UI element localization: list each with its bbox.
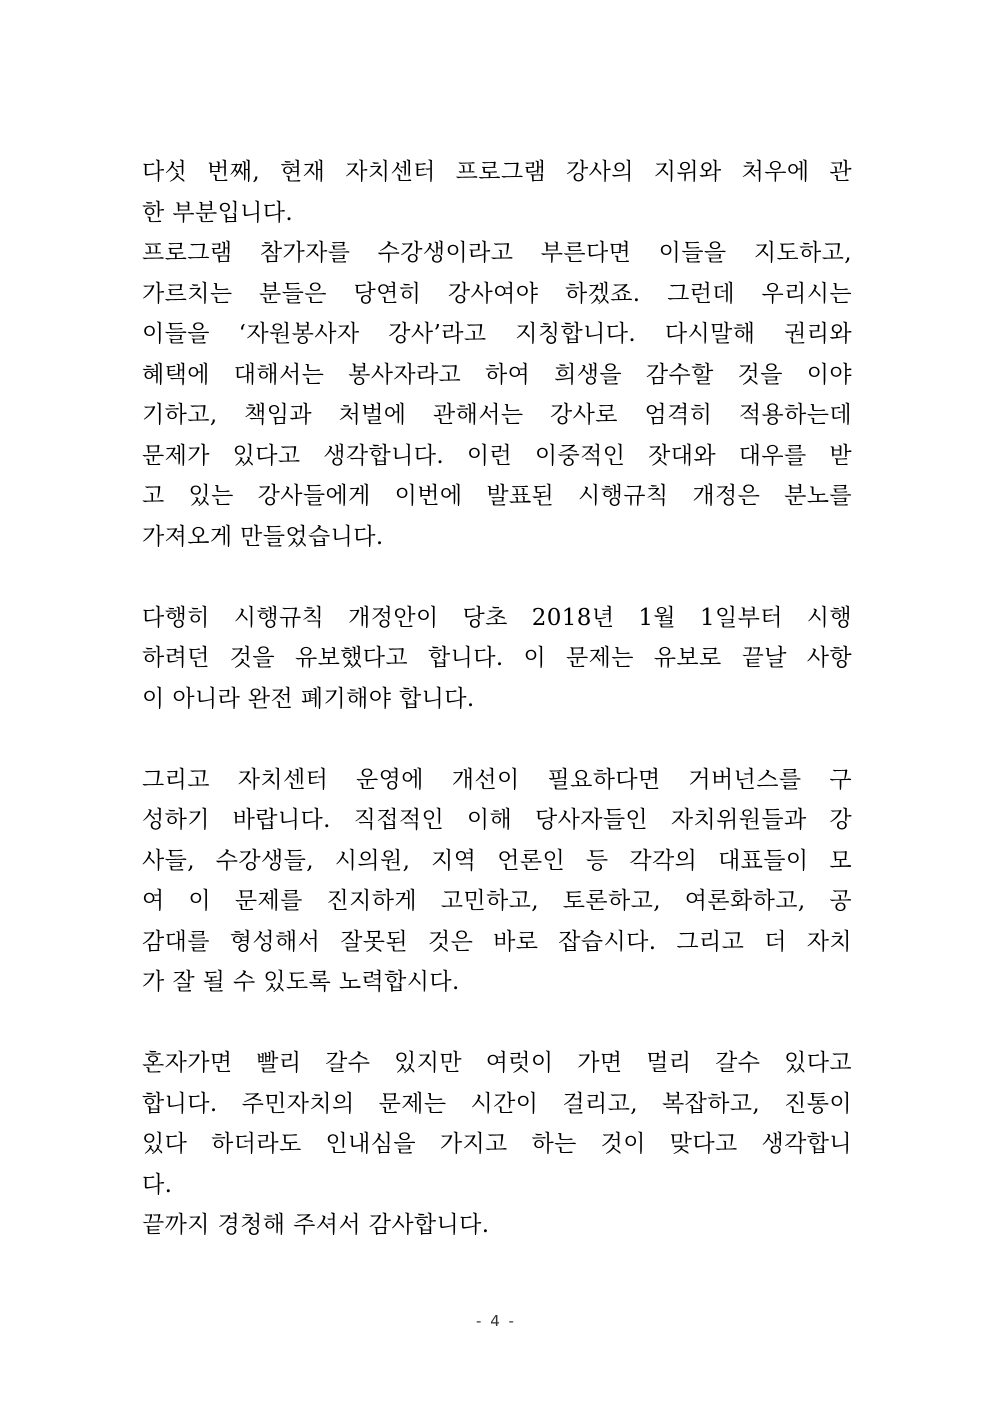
paragraph-3: [142, 598, 852, 720]
paragraph-2: [142, 233, 852, 557]
text-line: 성하기 바랍니다. 직접적인 이해 당사자들인 자치위원들과 강: [142, 807, 852, 833]
paragraph-5: [142, 1043, 852, 1246]
paragraph-1: [142, 152, 852, 233]
text-line: 다.: [142, 1171, 173, 1198]
text-line: 가 잘 될 수 있도록 노력합시다.: [142, 969, 460, 995]
text-line: 문제가 있다고 생각합니다. 이런 이중적인 잣대와 대우를 받: [142, 442, 852, 469]
paragraph-4: [142, 760, 852, 1003]
paragraph-spacer: [142, 719, 852, 760]
text-line: 기하고, 책임과 처벌에 관해서는 강사로 엄격히 적용하는데: [142, 402, 852, 428]
text-line: 그리고 자치센터 운영에 개선이 필요하다면 거버넌스를 구: [142, 766, 852, 793]
body-text: [142, 152, 852, 1246]
text-line: 다행히 시행규칙 개정안이 당초 2018년 1월 1일부터 시행: [142, 604, 852, 631]
text-line: 이 아니라 완전 폐기해야 합니다.: [142, 685, 475, 712]
text-line: 합니다. 주민자치의 문제는 시간이 걸리고, 복잡하고, 진통이: [142, 1090, 852, 1117]
text-line: 여 이 문제를 진지하게 고민하고, 토론하고, 여론화하고, 공: [142, 888, 852, 914]
text-line: 끝까지 경청해 주셔서 감사합니다.: [142, 1212, 490, 1238]
paragraph-spacer: [142, 557, 852, 598]
text-line: 프로그램 참가자를 수강생이라고 부른다면 이들을 지도하고,: [142, 240, 852, 266]
paragraph-spacer: [142, 1003, 852, 1044]
text-line: 혜택에 대해서는 봉사자라고 하여 희생을 감수할 것을 이야: [142, 361, 852, 388]
text-line: 사들, 수강생들, 시의원, 지역 언론인 등 각각의 대표들이 모: [142, 847, 852, 874]
text-line: 고 있는 강사들에게 이번에 발표된 시행규칙 개정은 분노를: [142, 483, 852, 509]
text-line: 이들을 ‘자원봉사자 강사’라고 지칭합니다. 다시말해 권리와: [142, 321, 852, 347]
text-line: 다섯 번째, 현재 자치센터 프로그램 강사의 지위와 처우에 관: [142, 159, 852, 185]
text-line: 혼자가면 빨리 갈수 있지만 여럿이 가면 멀리 갈수 있다고: [142, 1050, 852, 1076]
text-line: 가져오게 만들었습니다.: [142, 523, 384, 550]
text-line: 한 부분입니다.: [142, 199, 294, 226]
text-line: 있다 하더라도 인내심을 가지고 하는 것이 맞다고 생각합니: [142, 1131, 852, 1157]
text-line: 하려던 것을 유보했다고 합니다. 이 문제는 유보로 끝날 사항: [142, 645, 852, 671]
text-line: 감대를 형성해서 잘못된 것은 바로 잡습시다. 그리고 더 자치: [142, 928, 852, 955]
text-line: 가르치는 분들은 당연히 강사여야 하겠죠. 그런데 우리시는: [142, 280, 852, 307]
page-number: - 4 -: [476, 1312, 516, 1330]
